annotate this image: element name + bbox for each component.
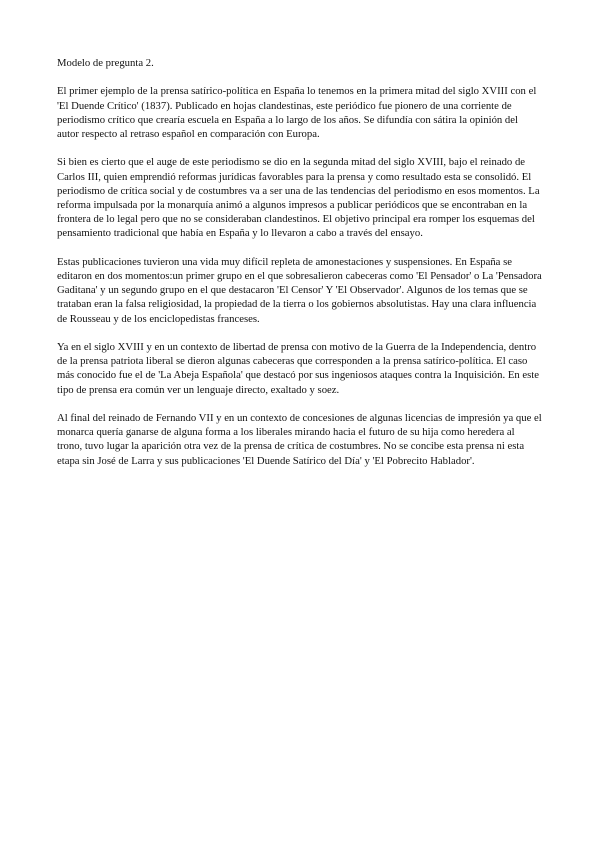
paragraph-3: Estas publicaciones tuvieron una vida muy difícil repleta de amonestaciones y suspensiones. En España se editaron en dos momentos:un primer grupo en el que sobresalieron cabeceras como 'El Pensador' o La 'Pensadora Gaditana' y un segundo grupo en el que destacaron 'El Censor' Y 'El Observador'. Algunos de los temas que se trataban eran la falsa religiosidad, la propiedad de la tierra o los gobiernos absolutistas. Hay una clara influencia de Rousseau y de los enciclopedistas franceses. (57, 255, 542, 325)
document-body (57, 56, 542, 482)
paragraph-2: Si bien es cierto que el auge de este periodismo se dio en la segunda mitad del siglo XVIII, bajo el reinado de Carlos III, quien emprendió reformas jurídicas favorables para la prensa y como resultado esta se consolidó. El periodismo de crítica social y de costumbres va a ser una de las tendencias del periodismo en esos momentos. La reforma impulsada por la monarquía animó a algunos impresos a publicar periódicos que se encontraban en la frontera de lo legal pero que no se consideraban clandestinos. El objetivo principal era romper los esquemas del pensamiento tradicional que había en España y lo llevaron a cabo a través del ensayo. (57, 156, 540, 240)
paragraph-5: Al final del reinado de Fernando VII y en un contexto de concesiones de algunas licencias de impresión ya que el monarca quería ganarse de alguna forma a los liberales mirando hacia el futuro de su hija como heredera al trono, tuvo lugar la aparición otra vez de la prensa de crítica de costumbres. No se concibe esta prensa ni esta etapa sin José de Larra y sus publicaciones 'El Duende Satírico del Día' y 'El Pobrecito Hablador'. (57, 412, 542, 467)
paragraph-1: El primer ejemplo de la prensa satírico-política en España lo tenemos en la primera mitad del siglo XVIII con el 'El Duende Crítico' (1837). Publicado en hojas clandestinas, este periódico fue pionero de una corriente de periodismo crítico que crearía escuela en España a lo largo de los años. Se difundía con sátira la opinión del autor respecto al retraso español en comparación con Europa. (57, 85, 537, 140)
document-title: Modelo de pregunta 2. (57, 57, 154, 69)
paragraph-4: Ya en el siglo XVIII y en un contexto de libertad de prensa con motivo de la Guerra de la Independencia, dentro de la prensa patriota liberal se dieron algunas cabeceras que corresponden a la prensa satírico-política. El caso más conocido fue el de 'La Abeja Española' que destacó por sus ingeniosos ataques contra la Inquisición. En este tipo de prensa era común ver un lenguaje directo, exaltado y soez. (57, 341, 539, 396)
